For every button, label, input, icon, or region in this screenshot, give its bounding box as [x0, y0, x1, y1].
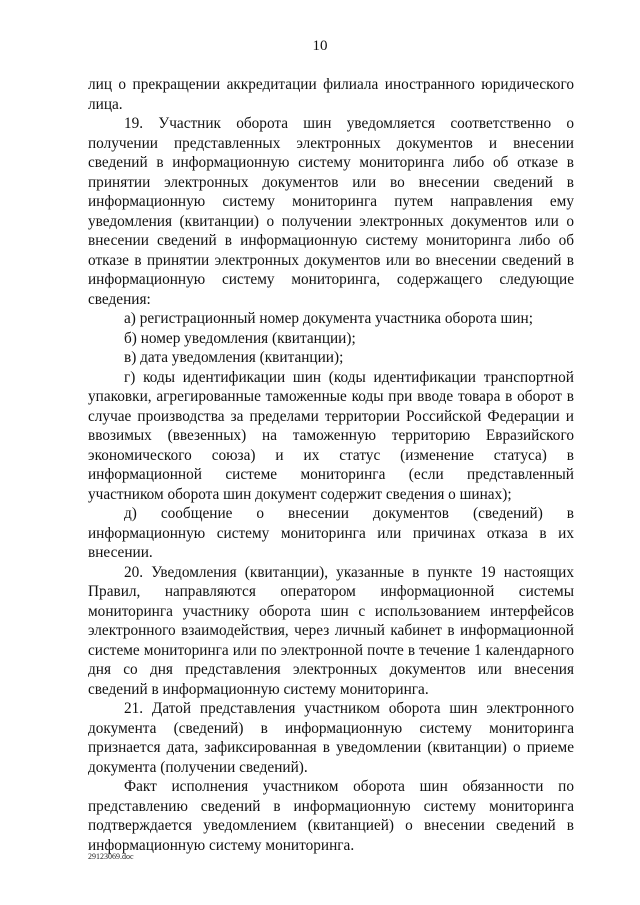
subitem-b: б) номер уведомления (квитанции); [124, 329, 356, 347]
paragraph-item-21: 21. Датой представления участником оборота шин электронного документа (сведений) в информационную систему мониторинга признается дата, зафиксированная в уведомлении (квитанции) о приеме документа (получении сведений). [88, 700, 574, 776]
document-body [88, 75, 574, 855]
page-number: 10 [312, 38, 328, 54]
paragraph-item-20: 20. Уведомления (квитанции), указанные в пункте 19 настоящих Правил, направляются оператором информационной системы мониторинга участнику оборота шин с использованием интерфейсов электронного взаимодействия, через личный кабинет в информационной системе мониторинга или по электронной почте в течение 1 календарного дня со дня представления электронных документов или внесения сведений в информационную систему мониторинга. [88, 563, 574, 698]
subitem-g: г) коды идентификации шин (коды идентификации транспортной упаковки, агрегированные таможенные коды при вводе товара в оборот в случае производства за пределами территории Российской Федерации и ввозимых (ввезенных) на таможенную территорию Евразийского экономического союза) и их статус (изменение статуса) в информационной системе мониторинга (если представленный участником оборота шин документ содержит сведения о шинах); [88, 368, 574, 503]
document-file-code: 29123069.doc [88, 852, 134, 861]
subitem-d: д) сообщение о внесении документов (сведений) в информационную систему мониторинга или причинах отказа в их внесении. [88, 505, 574, 561]
subitem-v: в) дата уведомления (квитанции); [124, 349, 344, 366]
paragraph-confirmation: Факт исполнения участником оборота шин обязанности по представлению сведений в информационную систему мониторинга подтверждается уведомлением (квитанцией) о внесении сведений в информационную систему мониторинга. [88, 778, 574, 854]
paragraph-continuation: лиц о прекращении аккредитации филиала иностранного юридического лица. [88, 76, 574, 113]
paragraph-item-19: 19. Участник оборота шин уведомляется соответственно о получении представленных электронных документов и внесении сведений в информационную систему мониторинга либо об отказе в принятии электронных документов или во внесении сведений в информационную систему мониторинга путем направления ему уведомления (квитанции) о получении электронных документов или о внесении сведений в информационную систему мониторинга либо об отказе в принятии электронных документов или во внесении сведений в информационную систему мониторинга, содержащего следующие сведения: [88, 115, 574, 308]
subitem-a: а) регистрационный номер документа участника оборота шин; [124, 310, 533, 327]
